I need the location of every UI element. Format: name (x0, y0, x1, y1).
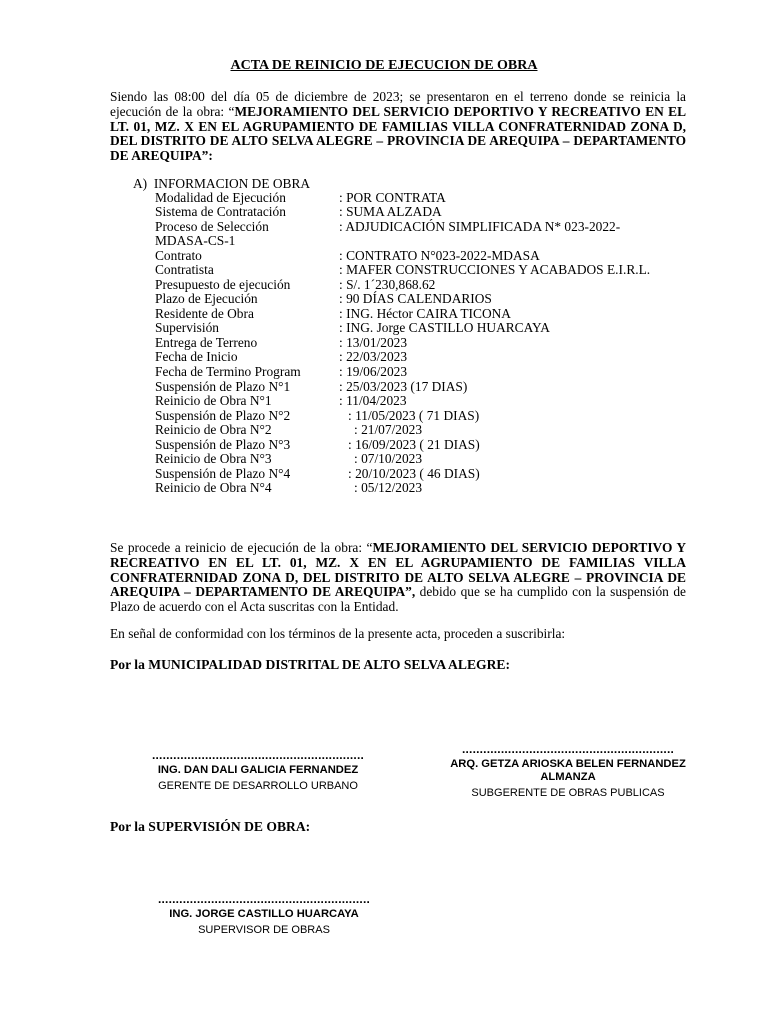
info-row-value: : ING. Héctor CAIRA TICONA (339, 306, 511, 321)
info-row-label: MDASA-CS-1 (155, 233, 236, 248)
info-row-value: : CONTRATO N°023-2022-MDASA (339, 248, 540, 263)
info-row-label: Residente de Obra (155, 306, 254, 321)
info-row-value: : 22/03/2023 (339, 349, 408, 364)
info-row-value: : POR CONTRATA (339, 190, 446, 205)
info-row-value: : ADJUDICACIÓN SIMPLIFICADA N* 023-2022- (339, 219, 621, 234)
supervision-heading: Por la SUPERVISIÓN DE OBRA: (110, 819, 311, 834)
signer-role: SUPERVISOR DE OBRAS (198, 924, 330, 936)
signature-block-supervisor (136, 894, 392, 937)
info-row-label: Reinicio de Obra N°1 (155, 393, 272, 408)
procede-tail: debido que se ha cumplido con la suspensión de Plazo de acuerdo con el Acta suscritas con la Entidad. (110, 584, 686, 615)
info-row-label: Contratista (155, 262, 214, 277)
signer-role: GERENTE DE DESARROLLO URBANO (158, 780, 358, 792)
info-row-label: Sistema de Contratación (155, 204, 286, 219)
info-heading: A) INFORMACION DE OBRA (133, 176, 311, 191)
info-row-label: Entrega de Terreno (155, 335, 258, 350)
info-row-label: Presupuesto de ejecución (155, 277, 291, 292)
conformidad-paragraph: En señal de conformidad con los términos de la presente acta, proceden a suscribirla: (110, 626, 566, 641)
info-row-label: Contrato (155, 248, 202, 263)
info-row-value: : 16/09/2023 ( 21 DIAS) (348, 437, 480, 452)
info-row-label: Suspensión de Plazo N°3 (155, 437, 291, 452)
signature-line: ............................................................ (151, 748, 365, 762)
info-row-value: : 13/01/2023 (339, 335, 408, 350)
info-row-value: : 11/05/2023 ( 71 DIAS) (348, 408, 480, 423)
municipalidad-heading: Por la MUNICIPALIDAD DISTRITAL DE ALTO SELVA ALEGRE: (110, 657, 510, 672)
info-row-label: Fecha de Inicio (155, 349, 238, 364)
info-row-label: Fecha de Termino Program (155, 364, 301, 379)
info-row-value: : 20/10/2023 ( 46 DIAS) (348, 466, 480, 481)
info-row-value: : SUMA ALZADA (339, 204, 442, 219)
info-row-label: Reinicio de Obra N°2 (155, 422, 272, 437)
info-row-value: : 21/07/2023 (354, 422, 423, 437)
info-row-label: Reinicio de Obra N°3 (155, 451, 272, 466)
signature-line: ............................................................ (461, 742, 675, 756)
signer-name: ARQ. GETZA ARIOSKA BELEN FERNANDEZ ALMANZA (450, 758, 686, 783)
procede-project-name: MEJORAMIENTO DEL SERVICIO DEPORTIVO Y RECREATIVO EN EL LT. 01, MZ. X EN EL AGRUPAMIENTO DE FAMILIAS VILLA CONFRATERNIDAD ZONA D, DEL DISTRITO DE ALTO SELVA ALEGRE – PROVINCIA DE AREQUIPA – DEPARTAMENTO DE AREQUIPA”, (110, 540, 686, 600)
info-row-label: Suspensión de Plazo N°2 (155, 408, 291, 423)
info-row-value: : 11/04/2023 (339, 393, 407, 408)
intro-lead: Siendo las 08:00 del día 05 de diciembre de 2023; se presentaron en el terreno donde se reinicia la ejecución de la obra: “ (110, 89, 686, 119)
info-row-value: : MAFER CONSTRUCCIONES Y ACABADOS E.I.R.L. (339, 262, 651, 277)
intro-project-name: MEJORAMIENTO DEL SERVICIO DEPORTIVO Y RECREATIVO EN EL LT. 01, MZ. X EN EL AGRUPAMIENTO DE FAMILIAS VILLA CONFRATERNIDAD ZONA D, DEL DISTRITO DE ALTO SELVA ALEGRE – PROVINCIA DE AREQUIPA – DEPARTAMENTO DE AREQUIPA”: (110, 103, 687, 164)
signer-name: ING. JORGE CASTILLO HUARCAYA (169, 908, 359, 920)
info-row-label: Supervisión (155, 320, 219, 335)
info-row-label: Plazo de Ejecución (155, 291, 258, 306)
info-row-value: : 19/06/2023 (339, 364, 408, 379)
signer-name: ING. DAN DALI GALICIA FERNANDEZ (157, 764, 359, 776)
info-row-value: : 25/03/2023 (17 DIAS) (339, 379, 468, 394)
info-row-label: Proceso de Selección (155, 219, 269, 234)
info-row-value: : ING. Jorge CASTILLO HUARCAYA (339, 320, 550, 335)
signature-block-subgerente (448, 744, 688, 800)
info-row-value: : S/. 1´230,868.62 (339, 277, 436, 292)
info-row-value: : 05/12/2023 (354, 480, 423, 495)
document-title: ACTA DE REINICIO DE EJECUCION DE OBRA (230, 58, 538, 73)
info-row-label: Modalidad de Ejecución (155, 190, 286, 205)
signature-line: ............................................................ (157, 892, 371, 906)
info-row-label: Suspensión de Plazo N°4 (155, 466, 291, 481)
signature-block-gerente (130, 750, 386, 793)
info-row-label: Reinicio de Obra N°4 (155, 480, 272, 495)
info-row-label: Suspensión de Plazo N°1 (155, 379, 291, 394)
procede-lead: Se procede a reinicio de ejecución de la obra: “ (110, 540, 373, 555)
signer-role: SUBGERENTE DE OBRAS PUBLICAS (471, 787, 665, 799)
info-row-value: : 07/10/2023 (354, 451, 423, 466)
info-row-value: : 90 DÍAS CALENDARIOS (339, 291, 492, 306)
intro-paragraph (110, 90, 686, 164)
procede-paragraph (110, 541, 686, 615)
